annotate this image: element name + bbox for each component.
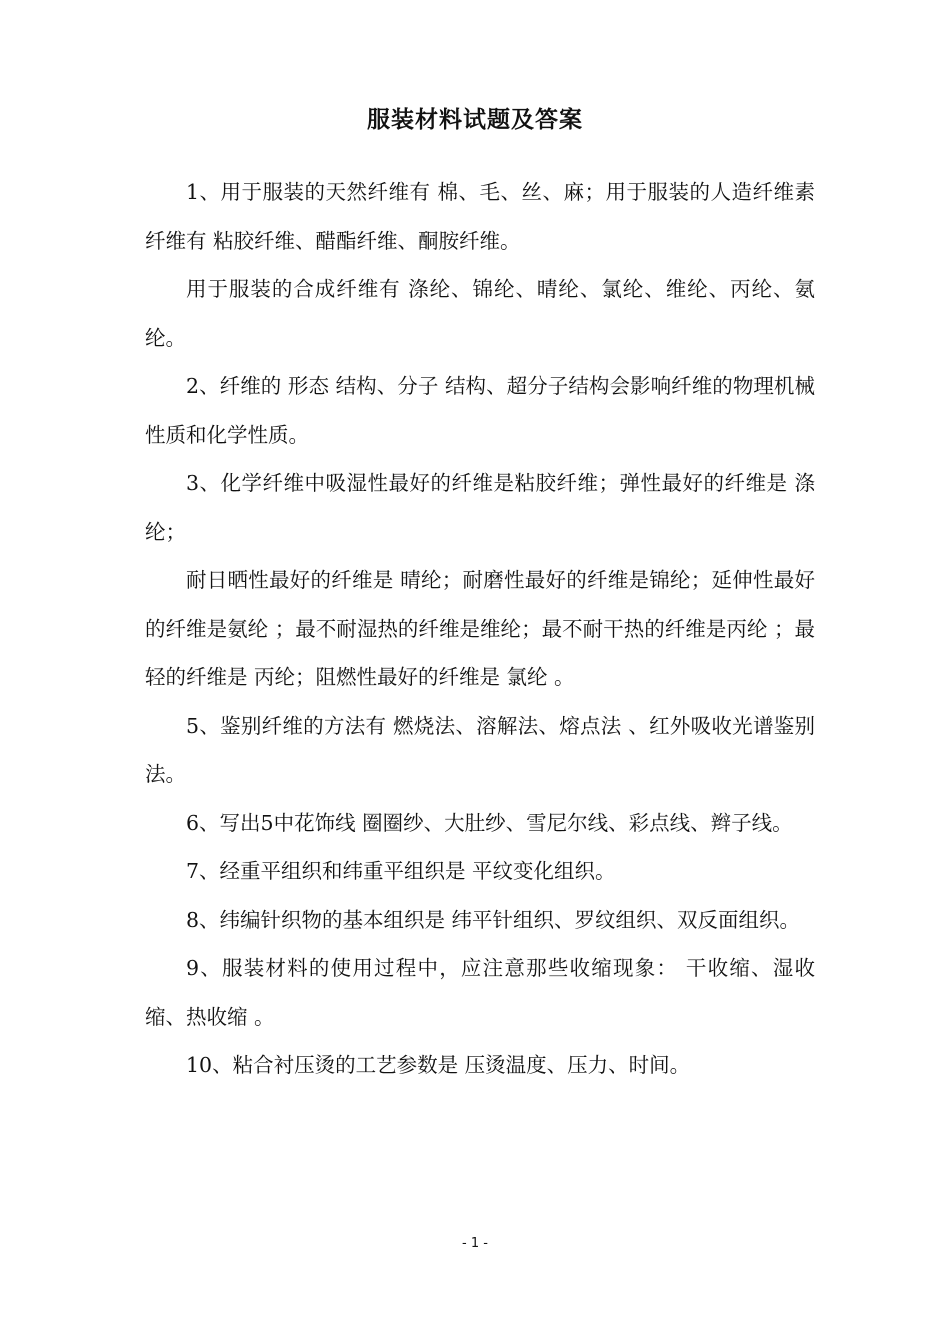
paragraph-9: 8、纬编针织物的基本组织是 纬平针组织、罗纹组织、双反面组织。: [186, 907, 801, 932]
document-title: 服装材料试题及答案: [367, 106, 583, 133]
page-number: - 1 -: [462, 1236, 488, 1251]
paragraph-1: 1、用于服装的天然纤维有 棉、毛、丝、麻；用于服装的人造纤维素纤维有 粘胶纤维、醋酯纤维、酮胺纤维。: [145, 180, 815, 253]
paragraph-2: 用于服装的合成纤维有 涤纶、锦纶、晴纶、氯纶、维纶、丙纶、氨纶。: [145, 277, 815, 350]
paragraph-5: 耐日晒性最好的纤维是 晴纶；耐磨性最好的纤维是锦纶；延伸性最好的纤维是氨纶 ；最不耐湿热的纤维是维纶；最不耐干热的纤维是丙纶 ；最轻的纤维是 丙纶；阻燃性最好的纤维是 氯纶 。: [145, 568, 815, 689]
paragraph-8: 7、经重平组织和纬重平组织是 平纹变化组织。: [186, 859, 616, 883]
paragraph-7: 6、写出5中花饰线 圈圈纱、大肚纱、雪尼尔线、彩点线、辫子线。: [186, 810, 793, 835]
document-body: [145, 168, 815, 1090]
paragraph-10: 9、服装材料的使用过程中，应注意那些收缩现象： 干收缩、湿收缩、热收缩 。: [145, 956, 815, 1029]
paragraph-4: 3、化学纤维中吸湿性最好的纤维是粘胶纤维；弹性最好的纤维是 涤纶；: [145, 471, 815, 544]
paragraph-3: 2、纤维的 形态 结构、分子 结构、超分子结构会影响纤维的物理机械性质和化学性质。: [145, 374, 815, 447]
paragraph-6: 5、鉴别纤维的方法有 燃烧法、溶解法、熔点法 、红外吸收光谱鉴别法。: [145, 713, 815, 786]
paragraph-11: 10、粘合衬压烫的工艺参数是 压烫温度、压力、时间。: [186, 1053, 691, 1077]
